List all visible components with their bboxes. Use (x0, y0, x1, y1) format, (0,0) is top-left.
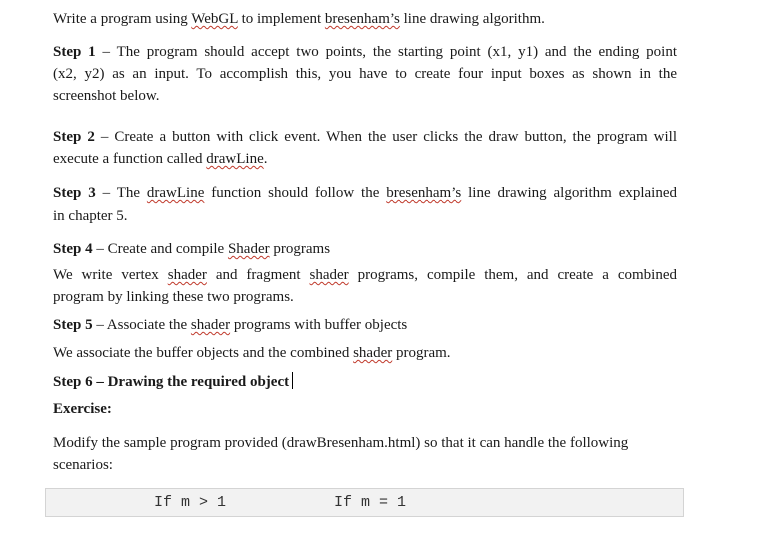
step-dash: – (94, 129, 115, 145)
step3-line2 (53, 207, 128, 225)
step5-text: Associate the (106, 317, 191, 333)
step6-heading: Step 6 – Drawing the required object (53, 374, 290, 390)
spell-flag-shader: shader (167, 267, 207, 283)
exercise-line1 (53, 434, 628, 452)
spell-flag-shader: Shader (227, 241, 270, 257)
step-dash: – (95, 185, 117, 201)
step1-line3 (53, 87, 160, 105)
step1-line1 (53, 41, 677, 63)
step-dash: – (95, 44, 117, 60)
step2-text: execute a function called (53, 151, 207, 167)
scenario-m-equal-1: If m = 1 (334, 494, 407, 511)
exercise-label: Exercise: (53, 401, 112, 417)
intro-text: line drawing algorithm. (399, 11, 545, 27)
step5-text: programs with buffer objects (230, 317, 408, 333)
step3-text: line drawing algorithm explained (461, 185, 678, 201)
para4-line1 (53, 266, 677, 285)
step3-text: The (116, 185, 147, 201)
para4-line2 (53, 288, 294, 306)
step2-label: Step 2 (53, 129, 95, 145)
spell-flag-shader: shader (353, 345, 393, 361)
intro-line (53, 10, 545, 28)
step2-line2 (53, 150, 268, 168)
scenario-m-greater-1: If m > 1 (154, 494, 227, 511)
text-cursor (292, 372, 293, 389)
step4-label: Step 4 (53, 241, 93, 257)
step3-label: Step 3 (53, 185, 96, 201)
step5-line (53, 316, 407, 334)
spell-flag-bresenham: bresenham’s (324, 11, 400, 27)
exercise-line2 (53, 456, 113, 474)
step4-text: Create and compile (107, 241, 228, 257)
spell-flag-shader: shader (309, 267, 349, 283)
scenario-code-box (45, 488, 684, 517)
para4-text: and fragment (206, 267, 310, 283)
step1-line2 (53, 63, 677, 85)
step4-text: programs (269, 241, 331, 257)
para4-text: We write vertex (53, 267, 168, 283)
exercise-text: Modify the sample program provided (drawBresenham.html) so that it can handle the following (53, 435, 629, 451)
para4-text: programs, compile them, and create a combined (348, 267, 677, 283)
step-dash: – (92, 241, 108, 257)
step1-text: screenshot below. (53, 88, 160, 104)
para5-text: We associate the buffer objects and the combined (53, 345, 354, 361)
step1-label: Step 1 (53, 44, 96, 60)
para5-text: program. (392, 345, 451, 361)
step5-label: Step 5 (53, 317, 93, 333)
spell-flag-webgl: WebGL (191, 11, 238, 27)
exercise-heading (53, 400, 112, 418)
step2-text: . (263, 151, 268, 167)
step3-text: in chapter 5. (53, 208, 128, 224)
step3-line1 (53, 182, 677, 204)
step3-text: function should follow the (204, 185, 387, 201)
exercise-text: scenarios: (53, 457, 113, 473)
intro-text: Write a program using (53, 11, 192, 27)
step1-text: The program should accept two points, the starting point (x1, y1) and the ending point (116, 44, 678, 60)
step-dash: – (92, 317, 107, 333)
step6-line (53, 372, 293, 391)
intro-text: to implement (237, 11, 325, 27)
spell-flag-shader: shader (190, 317, 231, 333)
step2-text: Create a button with click event. When the user clicks the draw button, the program will (114, 129, 678, 145)
spell-flag-drawline: drawLine (146, 185, 205, 201)
step2-line1 (53, 126, 677, 148)
para5-line (53, 344, 451, 362)
spell-flag-drawline: drawLine (206, 151, 264, 167)
spell-flag-bresenham: bresenham’s (386, 185, 462, 201)
para4-text: program by linking these two programs. (53, 289, 294, 305)
step4-line (53, 240, 330, 258)
step1-text: (x2, y2) as an input. To accomplish this, you have to create four input boxes as shown in the (53, 66, 677, 82)
